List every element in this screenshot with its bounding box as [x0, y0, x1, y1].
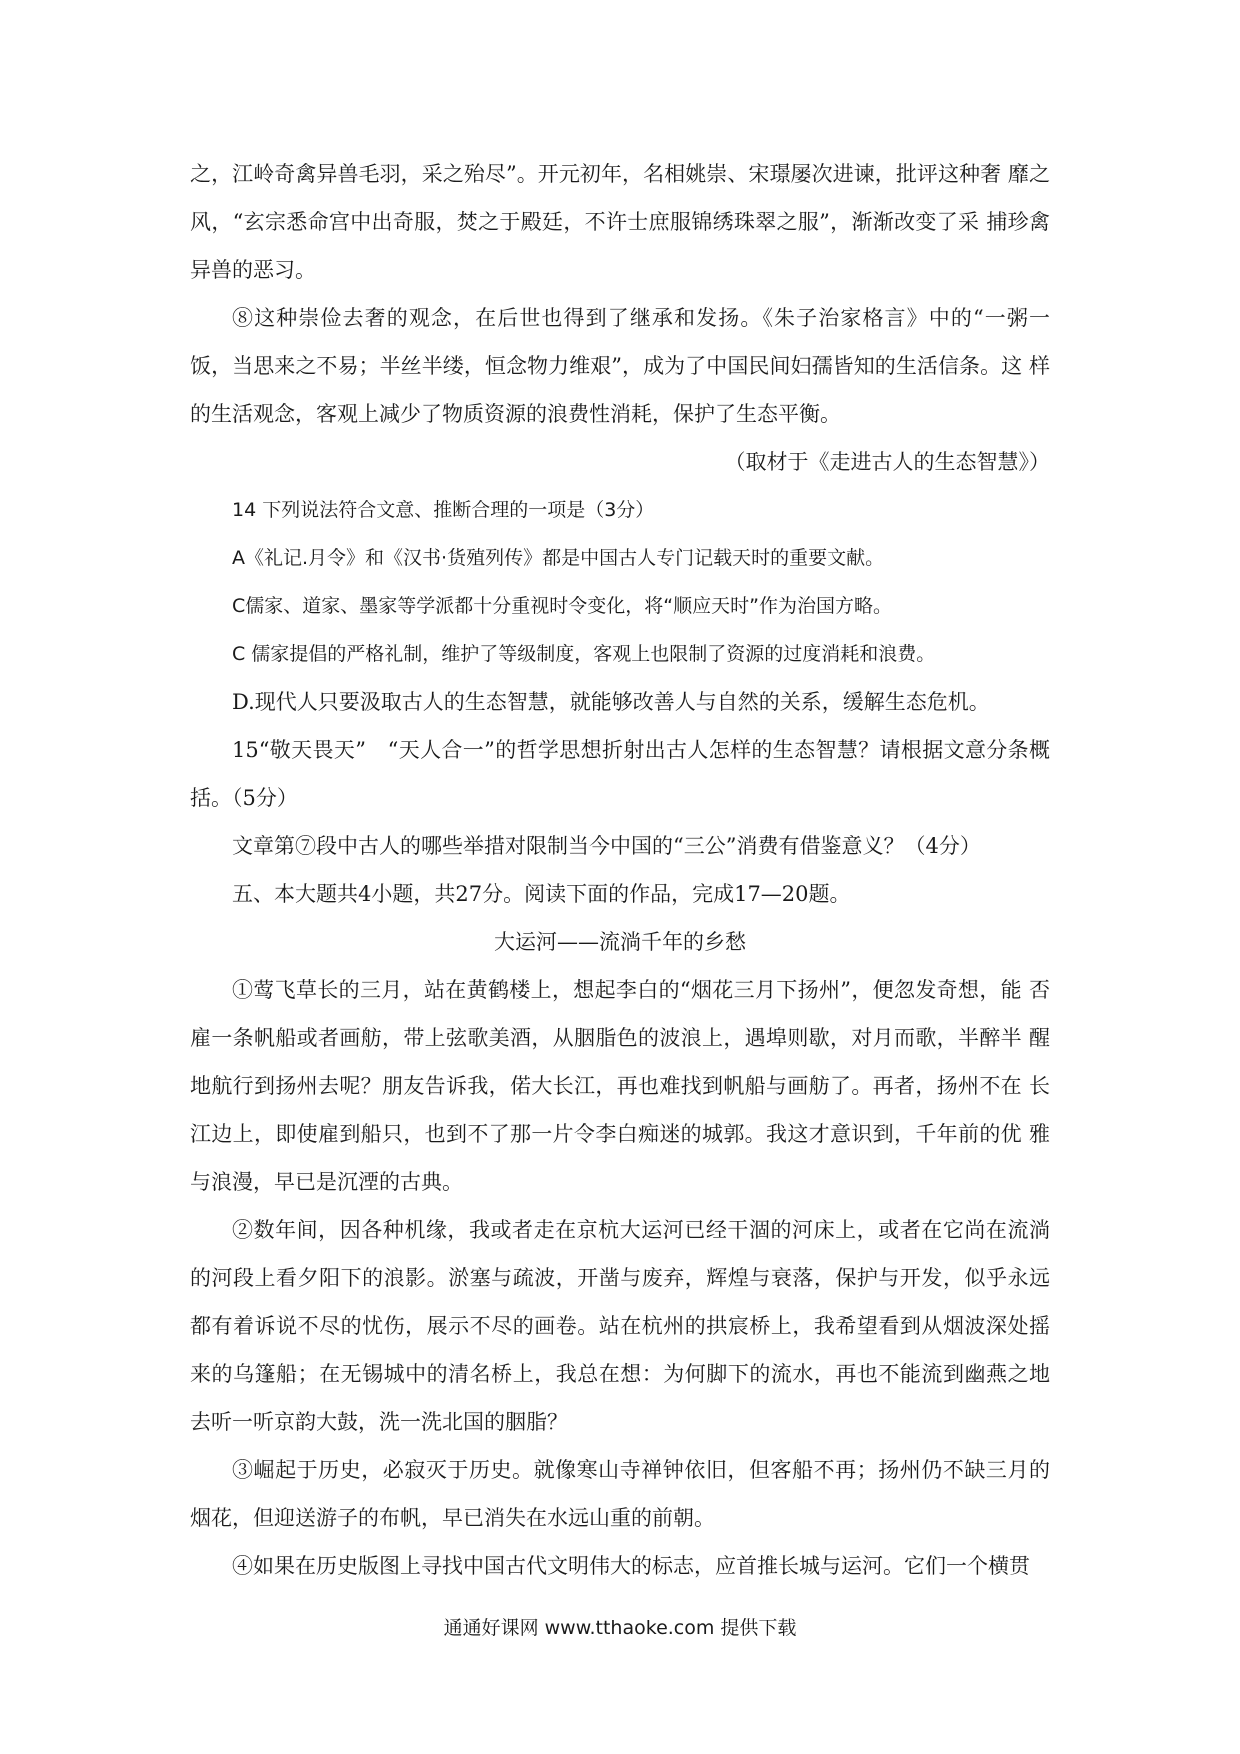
passage-2-paragraph-1: ①莺飞草长的三月，站在黄鹤楼上，想起李白的“烟花三月下扬州”，便忽发奇想，能 否雇一条帆船或者画舫，带上弦歌美酒，从胭脂色的波浪上，遇埠则歇，对月而歌，半醉半 醒地航行到扬州去呢？朋友告诉我，偌大长江，再也难找到帆船与画舫了。再者，扬州不在 长江边上，即使雇到船只，也到不了那一片令李白痴迷的城郭。我这才意识到，千年前的优 雅与浪漫，早已是沉湮的古典。 — [190, 978, 1050, 1194]
question-14-option-c: C 儒家提倡的严格礼制，维护了等级制度，客观上也限制了资源的过度消耗和浪费。 — [232, 643, 936, 665]
question-15: 15“敬天畏天” “天人合一”的哲学思想折射出古人怎样的生态智慧？请根据文意分条概 括。（5分） — [190, 738, 1050, 810]
question-14-stem: 14 下列说法符合文意、推断合理的一项是（3分） — [232, 499, 655, 521]
passage-source: （取材于《走进古人的生态智慧》） — [724, 450, 1050, 474]
passage-2-paragraph-4: ④如果在历史版图上寻找中国古代文明伟大的标志，应首推长城与运河。它们一个横贯 — [232, 1554, 1030, 1578]
document-body — [190, 150, 1050, 1590]
passage-paragraph-8: ⑧这种崇俭去奢的观念，在后世也得到了继承和发扬。《朱子治家格言》中的“一粥一 饭，当思来之不易；半丝半缕，恒念物力维艰”，成为了中国民间妇孺皆知的生活信条。这 样的生活观念，客观上减少了物质资源的浪费性消耗，保护了生态平衡。 — [190, 306, 1050, 426]
question-14-option-a: A《礼记.月令》和《汉书·货殖列传》都是中国古人专门记载天时的重要文献。 — [232, 547, 885, 569]
section-5-heading: 五、本大题共4小题，共27分。阅读下面的作品，完成17—20题。 — [232, 882, 851, 906]
question-16: 文章第⑦段中古人的哪些举措对限制当今中国的“三公”消费有借鉴意义？（4分） — [232, 834, 981, 858]
question-14-option-d: D.现代人只要汲取古人的生态智慧，就能够改善人与自然的关系，缓解生态危机。 — [232, 690, 990, 714]
passage-2-title: 大运河——流淌千年的乡愁 — [494, 930, 746, 954]
passage-2-paragraph-3: ③崛起于历史，必寂灭于历史。就像寒山寺禅钟依旧，但客船不再；扬州仍不缺三月的烟花，但迎送游子的布帆，早已消失在水远山重的前朝。 — [190, 1458, 1050, 1530]
page-footer: 通通好课网 www.tthaoke.com 提供下载 — [443, 1617, 797, 1639]
question-14-option-b: C儒家、道家、墨家等学派都十分重视时令变化，将“顺应天时”作为治国方略。 — [232, 595, 892, 617]
passage-paragraph-7-continued: 之，江岭奇禽异兽毛羽，采之殆尽”。开元初年，名相姚崇、宋璟屡次进谏，批评这种奢 靡之风，“玄宗悉命宫中出奇服，焚之于殿廷，不许士庶服锦绣珠翠之服”，渐渐改变了采 捕珍禽异兽的恶习。 — [190, 162, 1050, 282]
passage-2-paragraph-2: ②数年间，因各种机缘，我或者走在京杭大运河已经干涸的河床上，或者在它尚在流淌的河段上看夕阳下的浪影。淤塞与疏波，开凿与废弃，辉煌与衰落，保护与开发，似乎永远都有着诉说不尽的忧伤，展示不尽的画卷。站在杭州的拱宸桥上，我希望看到从烟波深处摇来的乌篷船；在无锡城中的清名桥上，我总在想：为何脚下的流水，再也不能流到幽燕之地去听一听京韵大鼓，洗一洗北国的胭脂？ — [190, 1218, 1050, 1434]
